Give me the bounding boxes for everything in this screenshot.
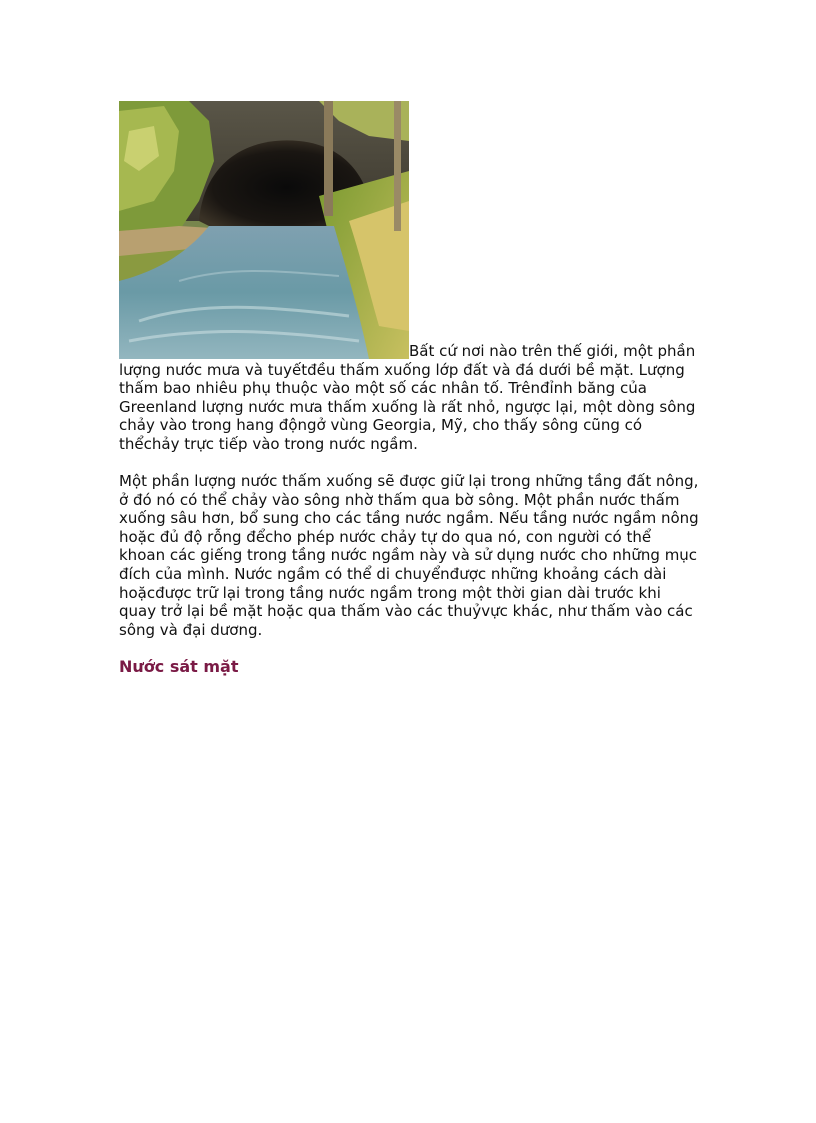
cave-river-photo	[119, 101, 409, 359]
document-body	[119, 101, 699, 676]
paragraph-1-block	[119, 101, 699, 453]
paragraph-1: Bất cứ nơi nào trên thế giới, một phần lượng nước mưa và tuyếtđều thấm xuống lớp đất và đá dưới bề mặt. Lượng thấm bao nhiêu phụ thuộc vào một số các nhân tố. Trênđỉnh băng của Greenland lượng nước mưa thấm xuống là rất nhỏ, ngược lại, một dòng sông chảy vào trong hang độngở vùng Georgia, Mỹ, cho thấy sông cũng có thểchảy trực tiếp vào trong nước ngầm.	[119, 342, 696, 453]
paragraph-2: Một phần lượng nước thấm xuống sẽ được giữ lại trong những tầng đất nông, ở đó nó có thể chảy vào sông nhờ thấm qua bờ sông. Một phần nước thấm xuống sâu hơn, bổ sung cho các tầng nước ngầm. Nếu tầng nước ngầm nông hoặc đủ độ rỗng đểcho phép nước chảy tự do qua nó, con người có thể khoan các giếng trong tầng nước ngầm này và sử dụng nước cho những mục đích của mình. Nước ngầm có thể di chuyểnđược những khoảng cách dài hoặcđược trữ lại trong tầng nước ngầm trong một thời gian dài trước khi quay trở lại bề mặt hoặc qua thấm vào các thuỷvực khác, như thấm vào các sông và đại dương.	[119, 472, 699, 639]
paragraph-spacer	[119, 453, 699, 472]
section-heading: Nước sát mặt	[119, 657, 239, 677]
